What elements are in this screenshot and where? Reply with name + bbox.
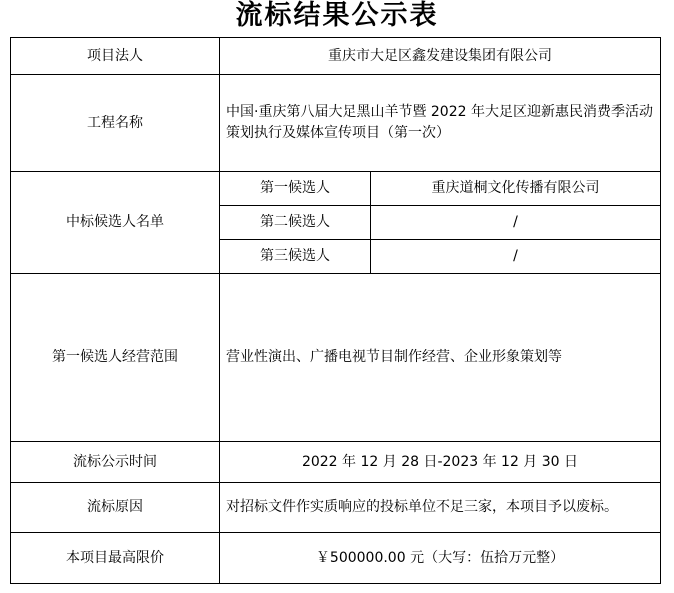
candidate-rank: 第一候选人	[220, 172, 371, 206]
failure-reason-value: 对招标文件作实质响应的投标单位不足三家，本项目予以废标。	[220, 483, 661, 533]
candidate-name: /	[371, 240, 661, 274]
announce-time-value: 2022 年 12 月 28 日-2023 年 12 月 30 日	[220, 442, 661, 483]
table-row	[11, 75, 661, 172]
table-row	[11, 274, 661, 442]
business-scope-value: 营业性演出、广播电视节目制作经营、企业形象策划等	[220, 274, 661, 442]
project-name-label: 工程名称	[11, 75, 220, 172]
page-title: 流标结果公示表	[235, 0, 439, 31]
max-price-value: ￥500000.00 元（大写：伍拾万元整）	[220, 533, 661, 584]
candidates-label: 中标候选人名单	[11, 172, 220, 274]
candidate-rank: 第二候选人	[220, 206, 371, 240]
table-row	[11, 483, 661, 533]
table-row	[11, 533, 661, 584]
table-row	[11, 442, 661, 483]
project-name-value: 中国·重庆第八届大足黑山羊节暨 2022 年大足区迎新惠民消费季活动策划执行及媒体宣传项目（第一次）	[220, 75, 661, 172]
candidate-name: /	[371, 206, 661, 240]
table-row	[11, 38, 661, 75]
table-row	[11, 172, 661, 206]
announce-time-label: 流标公示时间	[11, 442, 220, 483]
legal-person-label: 项目法人	[11, 38, 220, 75]
result-table	[10, 37, 661, 584]
max-price-label: 本项目最高限价	[11, 533, 220, 584]
business-scope-label: 第一候选人经营范围	[11, 274, 220, 442]
failure-reason-label: 流标原因	[11, 483, 220, 533]
candidate-rank: 第三候选人	[220, 240, 371, 274]
legal-person-value: 重庆市大足区鑫发建设集团有限公司	[220, 38, 661, 75]
candidate-name: 重庆道桐文化传播有限公司	[371, 172, 661, 206]
